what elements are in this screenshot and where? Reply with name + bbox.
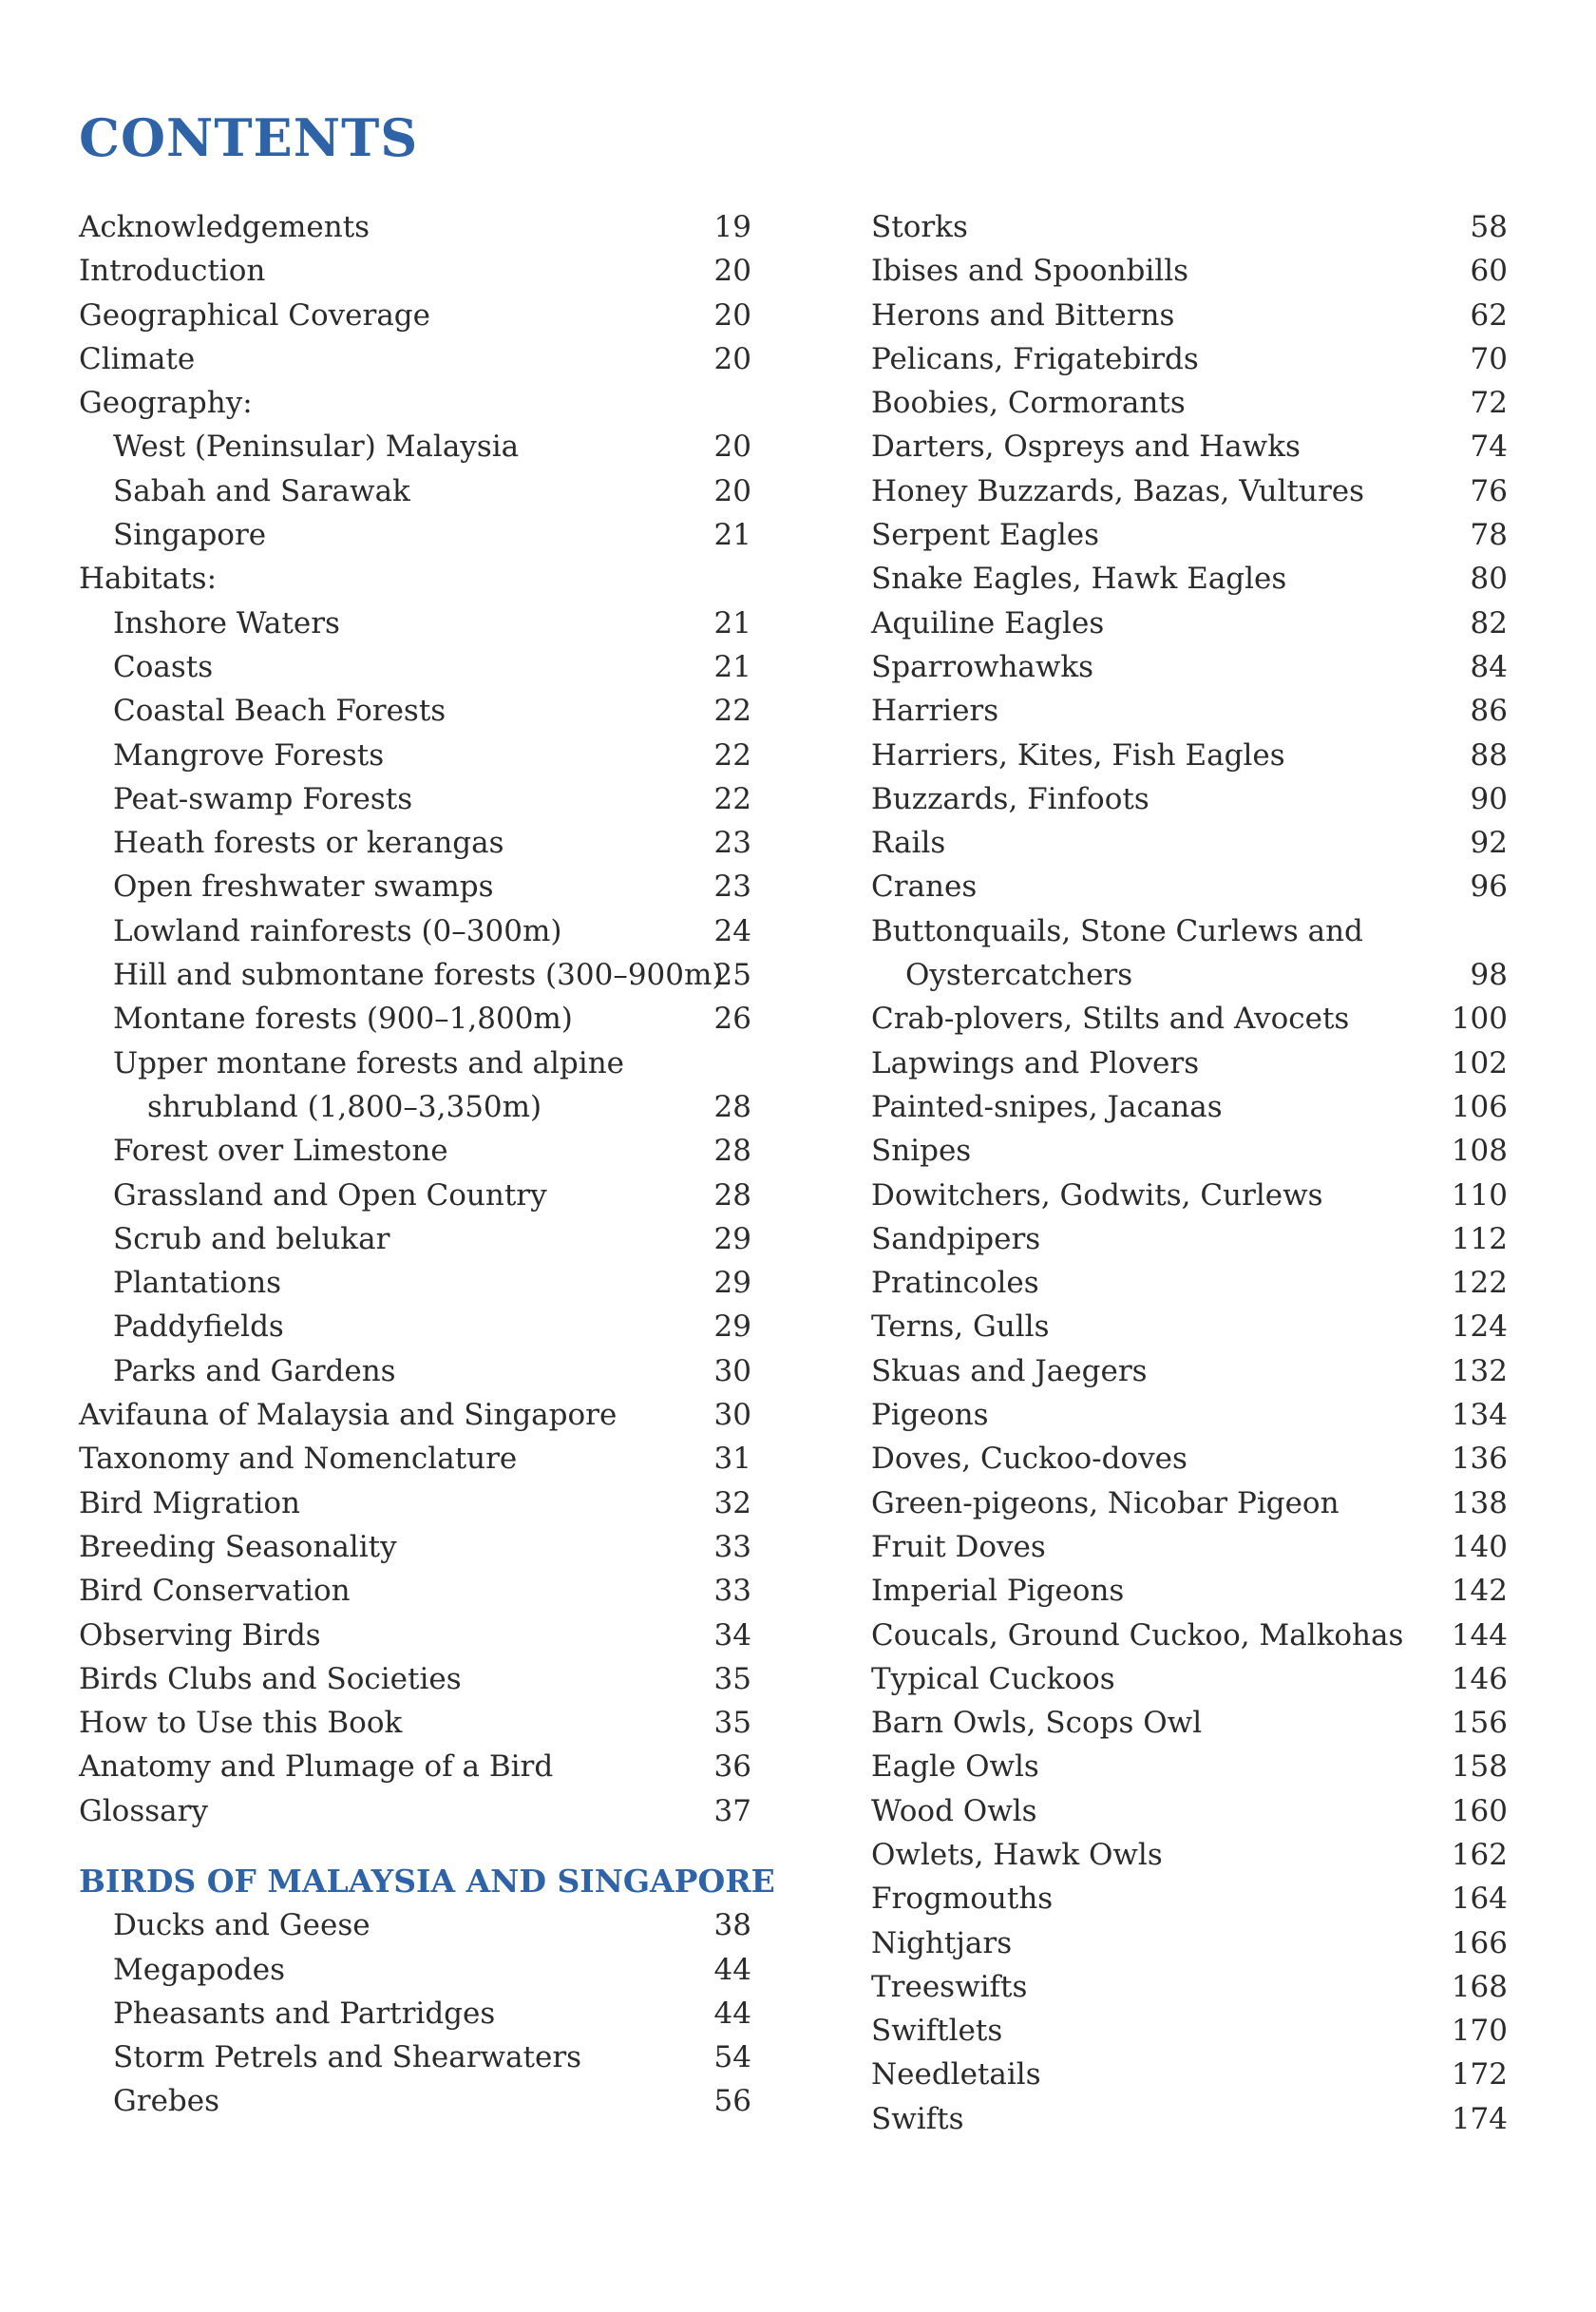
toc-entry-page-number: 20 [713, 473, 751, 508]
toc-entry-label: Breeding Seasonality [79, 1529, 397, 1564]
toc-entry-page-number: 22 [713, 694, 751, 729]
toc-entry-label: Sabah and Sarawak [113, 473, 410, 508]
toc-entry [79, 953, 751, 997]
toc-entry-page-number: 25 [713, 958, 751, 993]
toc-entry-page-number: 60 [1470, 254, 1508, 289]
toc-entry-page-number: 70 [1470, 341, 1508, 376]
toc-entry-page-number: 32 [713, 1485, 751, 1520]
toc-entry-label: Scrub and belukar [113, 1221, 390, 1256]
toc-entry-page-number: 90 [1470, 781, 1508, 816]
toc-entry-label: Sparrowhawks [871, 649, 1094, 684]
toc-entry [871, 1437, 1508, 1481]
toc-entry [871, 1129, 1508, 1173]
toc-entry [79, 909, 751, 953]
toc-entry-label: Honey Buzzards, Bazas, Vultures [871, 473, 1365, 508]
toc-entry-label: Dowitchers, Godwits, Curlews [871, 1177, 1323, 1213]
toc-entry-page-number: 166 [1451, 1925, 1508, 1960]
toc-entry-label: Coastal Beach Forests [113, 694, 446, 729]
toc-entry [871, 1569, 1508, 1613]
toc-entry [79, 1569, 751, 1613]
toc-entry-page-number: 142 [1451, 1574, 1508, 1609]
toc-entry-page-number: 172 [1451, 2057, 1508, 2092]
toc-entry [871, 734, 1508, 777]
toc-entry [79, 205, 751, 249]
toc-entry-label: Bird Conservation [79, 1574, 351, 1609]
toc-entry-page-number: 56 [713, 2084, 751, 2119]
toc-entry-label: Pelicans, Frigatebirds [871, 341, 1199, 376]
toc-entry [79, 1948, 751, 1992]
toc-entry [871, 1525, 1508, 1569]
toc-entry-label: Boobies, Cormorants [871, 386, 1186, 421]
toc-entry-label: Coucals, Ground Cuckoo, Malkohas [871, 1617, 1404, 1653]
toc-entry-label: Snipes [871, 1134, 972, 1169]
toc-entry-page-number: 112 [1451, 1221, 1508, 1256]
toc-entry-page-number: 37 [713, 1793, 751, 1828]
toc-entry [871, 645, 1508, 689]
toc-entry [871, 689, 1508, 733]
toc-entry-page-number: 124 [1451, 1309, 1508, 1345]
toc-entry [871, 821, 1508, 865]
toc-entry-label: Introduction [79, 254, 266, 289]
toc-entry [79, 1992, 751, 2035]
toc-entry-page-number: 92 [1470, 826, 1508, 861]
toc-entry [871, 777, 1508, 821]
toc-entry [871, 557, 1508, 601]
toc-entry-page-number: 146 [1451, 1661, 1508, 1696]
toc-entry-label: Sandpipers [871, 1221, 1041, 1256]
toc-entry-page-number: 24 [713, 913, 751, 948]
toc-entry [79, 1903, 751, 1947]
toc-entry-label: Treeswifts [871, 1969, 1028, 2004]
toc-entry-page-number: 62 [1470, 297, 1508, 333]
toc-entry-label: Nightjars [871, 1925, 1013, 1960]
toc-entry [871, 2097, 1508, 2141]
toc-entry [79, 557, 751, 601]
toc-entry-label: Singapore [113, 518, 267, 553]
toc-entry [79, 1349, 751, 1393]
toc-entry-page-number: 134 [1451, 1398, 1508, 1433]
toc-entry-label: Snake Eagles, Hawk Eagles [871, 562, 1287, 597]
toc-entry [871, 1174, 1508, 1217]
toc-entry-page-number: 34 [713, 1617, 751, 1653]
toc-entry [79, 337, 751, 381]
toc-entry-page-number: 108 [1451, 1134, 1508, 1169]
toc-entry-label: Frogmouths [871, 1882, 1054, 1917]
toc-entry [871, 1217, 1508, 1261]
toc-entry [79, 513, 751, 557]
toc-entry-label: Peat-swamp Forests [113, 781, 413, 816]
toc-entry-page-number: 96 [1470, 869, 1508, 905]
toc-entry-page-number: 74 [1470, 430, 1508, 465]
toc-entry-label: Rails [871, 826, 946, 861]
toc-entry [871, 1921, 1508, 1965]
contents-left-column [79, 205, 775, 2124]
toc-entry-page-number: 38 [713, 1908, 751, 1943]
toc-entry-label: Acknowledgements [79, 210, 370, 244]
toc-entry [871, 953, 1508, 997]
toc-entry [871, 602, 1508, 645]
toc-entry-page-number: 21 [713, 518, 751, 553]
toc-entry-label: Harriers, Kites, Fish Eagles [871, 737, 1285, 773]
contents-right-column [871, 205, 1508, 2141]
toc-entry-label: Hill and submontane forests (300–900m) [113, 958, 724, 993]
toc-entry [79, 821, 751, 865]
toc-entry-label: Pratincoles [871, 1266, 1039, 1301]
toc-entry-label: Buzzards, Finfoots [871, 781, 1150, 816]
toc-entry-label: Imperial Pigeons [871, 1574, 1125, 1609]
toc-entry [79, 1129, 751, 1173]
toc-entry [79, 249, 751, 293]
toc-entry [79, 294, 751, 337]
toc-entry [871, 337, 1508, 381]
toc-entry-label: Megapodes [113, 1952, 286, 1987]
toc-entry-page-number: 35 [713, 1706, 751, 1741]
toc-entry [871, 205, 1508, 249]
toc-entry [871, 1481, 1508, 1525]
toc-entry-label: Geographical Coverage [79, 297, 430, 333]
toc-entry-page-number: 21 [713, 605, 751, 640]
toc-entry [871, 1261, 1508, 1305]
toc-entry-label: Ducks and Geese [113, 1908, 370, 1943]
toc-entry-page-number: 58 [1470, 210, 1508, 244]
left-entries-list [79, 205, 751, 1833]
toc-entry-label: West (Peninsular) Malaysia [113, 430, 520, 465]
toc-entry-page-number: 164 [1451, 1882, 1508, 1917]
toc-entry [871, 1393, 1508, 1437]
toc-entry [79, 1481, 751, 1525]
toc-entry-page-number: 44 [713, 1952, 751, 1987]
toc-entry [871, 1657, 1508, 1701]
toc-entry [79, 1701, 751, 1745]
toc-entry [79, 997, 751, 1041]
toc-entry-page-number: 72 [1470, 386, 1508, 421]
toc-entry [79, 381, 751, 425]
toc-entry [871, 2053, 1508, 2096]
toc-entry [79, 645, 751, 689]
toc-entry-page-number: 26 [713, 1002, 751, 1037]
toc-entry-page-number: 168 [1451, 1969, 1508, 2004]
toc-entry-label: Aquiline Eagles [871, 605, 1105, 640]
toc-entry-page-number: 20 [713, 254, 751, 289]
toc-entry-label: Swifts [871, 2101, 964, 2136]
toc-entry [871, 997, 1508, 1041]
toc-entry-page-number: 44 [713, 1996, 751, 2031]
toc-entry-page-number: 80 [1470, 562, 1508, 597]
toc-entry-label: Observing Birds [79, 1617, 321, 1653]
toc-entry-label: Lapwings and Plovers [871, 1045, 1200, 1080]
right-entries-list [871, 205, 1508, 2141]
toc-entry-label: shrubland (1,800–3,350m) [147, 1089, 542, 1124]
toc-entry-label: Open freshwater swamps [113, 869, 494, 905]
toc-entry-label: Grebes [113, 2084, 220, 2119]
toc-entry-page-number: 102 [1451, 1045, 1508, 1080]
toc-entry-label: Pigeons [871, 1398, 989, 1433]
toc-entry [871, 2009, 1508, 2053]
toc-entry [79, 1525, 751, 1569]
toc-entry-page-number: 21 [713, 649, 751, 684]
toc-entry-label: Crab-plovers, Stilts and Avocets [871, 1002, 1350, 1037]
toc-entry [79, 1217, 751, 1261]
toc-entry-page-number: 54 [713, 2040, 751, 2075]
toc-entry [871, 469, 1508, 513]
toc-entry-page-number: 20 [713, 430, 751, 465]
toc-entry-label: Terns, Gulls [871, 1309, 1050, 1345]
toc-entry-label: Doves, Cuckoo-doves [871, 1442, 1188, 1477]
toc-entry [871, 865, 1508, 908]
toc-entry-page-number: 29 [713, 1266, 751, 1301]
toc-entry [871, 1305, 1508, 1348]
toc-entry [79, 1437, 751, 1481]
toc-entry-page-number: 138 [1451, 1485, 1508, 1520]
toc-entry [871, 425, 1508, 468]
toc-entry-page-number: 28 [713, 1089, 751, 1124]
toc-entry [79, 689, 751, 733]
toc-entry-label: Harriers [871, 694, 999, 729]
toc-entry-label: Parks and Gardens [113, 1353, 396, 1388]
toc-entry [79, 1305, 751, 1348]
toc-entry-label: Needletails [871, 2057, 1041, 2092]
toc-entry-label: Paddyfields [113, 1309, 284, 1345]
toc-entry-label: Montane forests (900–1,800m) [113, 1002, 573, 1037]
toc-entry-label: Herons and Bitterns [871, 297, 1175, 333]
toc-entry-label: Mangrove Forests [113, 737, 385, 773]
toc-entry [79, 777, 751, 821]
toc-entry [79, 469, 751, 513]
toc-entry-page-number: 29 [713, 1221, 751, 1256]
toc-entry [871, 1965, 1508, 2009]
toc-entry [79, 865, 751, 908]
toc-entry [871, 1701, 1508, 1745]
page-title: CONTENTS [79, 107, 419, 168]
toc-entry [79, 2079, 751, 2123]
toc-entry-page-number: 110 [1451, 1177, 1508, 1213]
toc-entry-page-number: 132 [1451, 1353, 1508, 1388]
toc-entry-page-number: 136 [1451, 1442, 1508, 1477]
toc-entry [871, 381, 1508, 425]
toc-entry-label: Birds Clubs and Societies [79, 1661, 462, 1696]
toc-entry-page-number: 33 [713, 1574, 751, 1609]
toc-entry-page-number: 140 [1451, 1529, 1508, 1564]
toc-entry-label: Serpent Eagles [871, 518, 1099, 553]
toc-entry-label: Skuas and Jaegers [871, 1353, 1148, 1388]
toc-entry [79, 1085, 751, 1129]
toc-entry-page-number: 29 [713, 1309, 751, 1345]
toc-entry-page-number: 23 [713, 869, 751, 905]
toc-entry-label: Anatomy and Plumage of a Bird [79, 1749, 554, 1785]
toc-entry-page-number: 20 [713, 297, 751, 333]
toc-entry-page-number: 156 [1451, 1706, 1508, 1741]
toc-entry [871, 1877, 1508, 1920]
toc-entry-label: Habitats: [79, 562, 218, 597]
toc-entry [79, 2035, 751, 2079]
toc-entry [79, 1041, 751, 1085]
toc-entry [79, 1174, 751, 1217]
toc-entry-label: Grassland and Open Country [113, 1177, 547, 1213]
toc-entry-page-number: 20 [713, 341, 751, 376]
toc-entry-page-number: 122 [1451, 1266, 1508, 1301]
toc-entry [79, 734, 751, 777]
toc-entry-page-number: 78 [1470, 518, 1508, 553]
toc-entry-label: Owlets, Hawk Owls [871, 1837, 1163, 1872]
toc-entry-label: Geography: [79, 386, 253, 421]
toc-entry-label: Oystercatchers [905, 958, 1133, 993]
toc-entry-page-number: 35 [713, 1661, 751, 1696]
toc-entry-label: Glossary [79, 1793, 208, 1828]
section-title: BIRDS OF MALAYSIA AND SINGAPORE [79, 1862, 775, 1900]
toc-entry-label: Storks [871, 210, 968, 244]
toc-entry-label: Typical Cuckoos [871, 1661, 1115, 1696]
toc-entry [79, 1789, 751, 1833]
toc-entry-page-number: 76 [1470, 473, 1508, 508]
toc-entry-label: Ibises and Spoonbills [871, 254, 1189, 289]
toc-entry [79, 1657, 751, 1701]
toc-entry-page-number: 30 [713, 1398, 751, 1433]
toc-entry-label: How to Use this Book [79, 1706, 403, 1741]
toc-entry [79, 1745, 751, 1788]
toc-entry-label: Swiftlets [871, 2014, 1003, 2049]
toc-entry-page-number: 144 [1451, 1617, 1508, 1653]
toc-entry-page-number: 86 [1470, 694, 1508, 729]
toc-entry-page-number: 22 [713, 737, 751, 773]
toc-entry-label: Avifauna of Malaysia and Singapore [79, 1398, 618, 1433]
toc-entry [871, 909, 1508, 953]
toc-entry-page-number: 22 [713, 781, 751, 816]
toc-entry-label: Buttonquails, Stone Curlews and [871, 913, 1363, 948]
toc-entry-label: Inshore Waters [113, 605, 340, 640]
toc-entry-label: Climate [79, 341, 196, 376]
toc-entry-label: Fruit Doves [871, 1529, 1046, 1564]
toc-entry-label: Taxonomy and Nomenclature [79, 1442, 518, 1477]
toc-entry-page-number: 19 [713, 210, 751, 244]
toc-entry-page-number: 82 [1470, 605, 1508, 640]
toc-entry-page-number: 33 [713, 1529, 751, 1564]
toc-entry-page-number: 106 [1451, 1089, 1508, 1124]
toc-entry-label: Green-pigeons, Nicobar Pigeon [871, 1485, 1340, 1520]
toc-entry [871, 1041, 1508, 1085]
toc-entry [79, 1393, 751, 1437]
toc-entry-page-number: 174 [1451, 2101, 1508, 2136]
toc-entry-label: Painted-snipes, Jacanas [871, 1089, 1223, 1124]
toc-entry [871, 1349, 1508, 1393]
toc-entry-page-number: 170 [1451, 2014, 1508, 2049]
toc-entry-page-number: 30 [713, 1353, 751, 1388]
toc-entry-label: Darters, Ospreys and Hawks [871, 430, 1301, 465]
toc-entry-page-number: 31 [713, 1442, 751, 1477]
toc-entry [871, 1745, 1508, 1788]
toc-entry [871, 513, 1508, 557]
toc-entry-page-number: 88 [1470, 737, 1508, 773]
toc-entry-page-number: 98 [1470, 958, 1508, 993]
toc-entry [79, 425, 751, 468]
toc-entry-page-number: 160 [1451, 1793, 1508, 1828]
toc-entry-label: Pheasants and Partridges [113, 1996, 496, 2031]
toc-entry [871, 1833, 1508, 1877]
toc-entry-label: Upper montane forests and alpine [113, 1045, 625, 1080]
toc-entry [871, 1614, 1508, 1657]
toc-entry-label: Coasts [113, 649, 214, 684]
toc-entry-page-number: 23 [713, 826, 751, 861]
toc-entry-page-number: 28 [713, 1177, 751, 1213]
toc-entry-label: Cranes [871, 869, 978, 905]
toc-entry-label: Wood Owls [871, 1793, 1037, 1828]
toc-entry-label: Barn Owls, Scops Owl [871, 1706, 1203, 1741]
toc-entry [79, 1614, 751, 1657]
toc-entry-page-number: 84 [1470, 649, 1508, 684]
toc-entry-label: Eagle Owls [871, 1749, 1039, 1785]
toc-entry [871, 294, 1508, 337]
toc-entry [871, 1789, 1508, 1833]
toc-entry-page-number: 28 [713, 1134, 751, 1169]
toc-entry-page-number: 100 [1451, 1002, 1508, 1037]
toc-entry-label: Forest over Limestone [113, 1134, 448, 1169]
toc-entry-page-number: 158 [1451, 1749, 1508, 1785]
toc-entry [79, 602, 751, 645]
toc-entry-label: Plantations [113, 1266, 282, 1301]
toc-entry-page-number: 162 [1451, 1837, 1508, 1872]
section-entries-list [79, 1903, 751, 2123]
toc-entry [871, 1085, 1508, 1129]
toc-entry-label: Storm Petrels and Shearwaters [113, 2040, 582, 2075]
toc-entry-label: Heath forests or kerangas [113, 826, 504, 861]
toc-entry-page-number: 36 [713, 1749, 751, 1785]
toc-entry-label: Lowland rainforests (0–300m) [113, 913, 562, 948]
toc-entry-label: Bird Migration [79, 1485, 301, 1520]
toc-entry [871, 249, 1508, 293]
toc-entry [79, 1261, 751, 1305]
